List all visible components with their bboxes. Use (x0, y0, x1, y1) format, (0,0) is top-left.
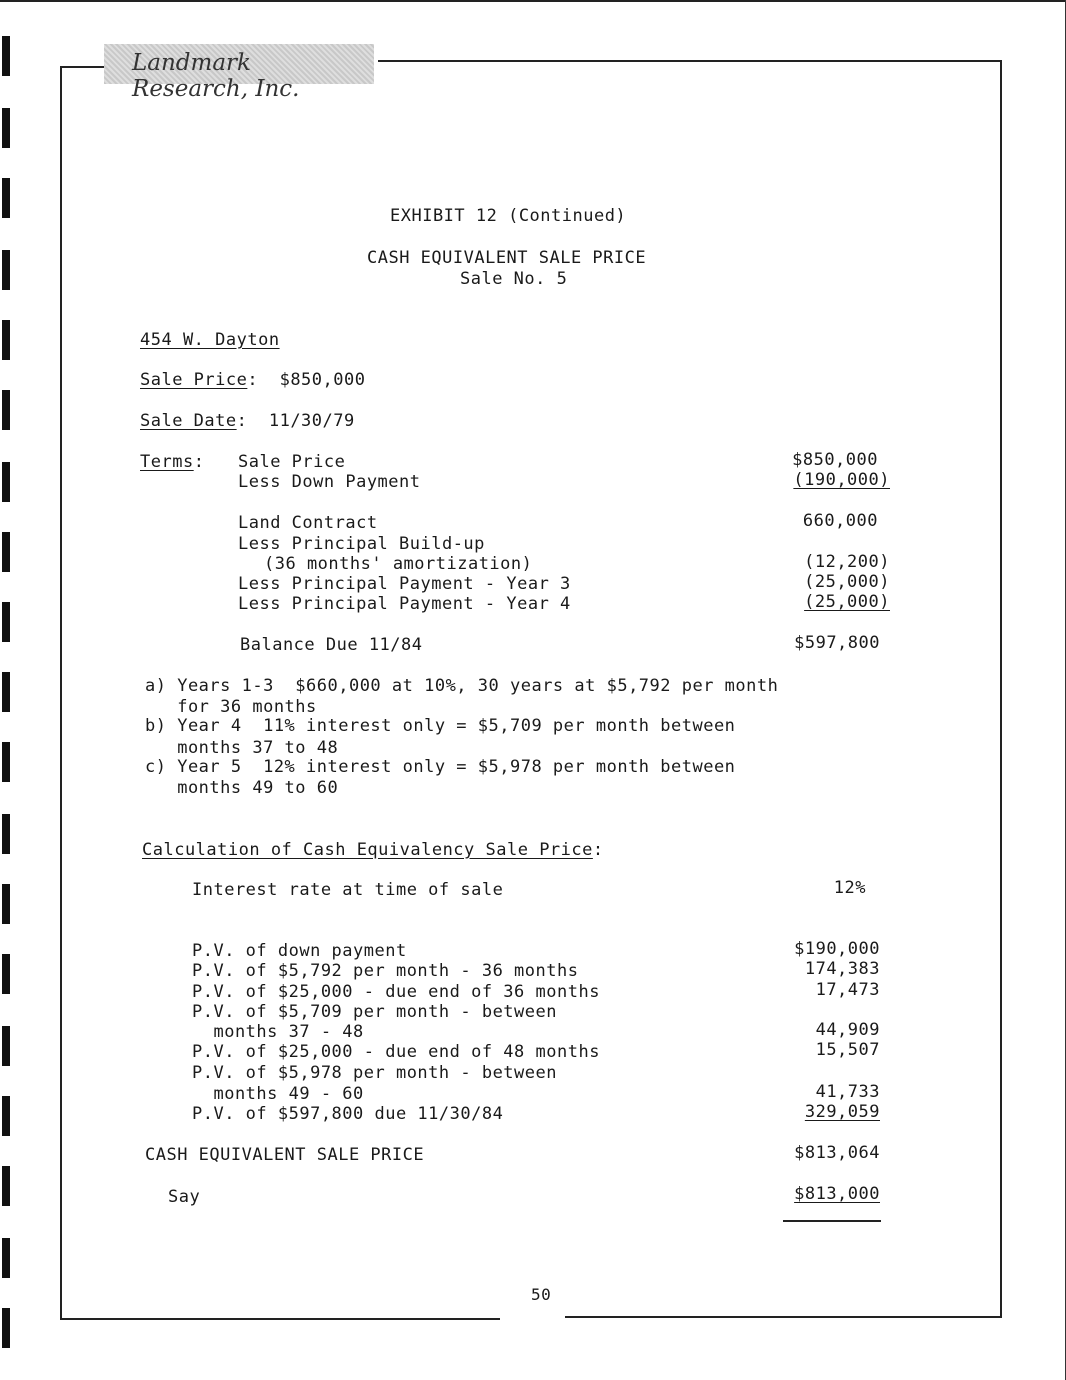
frame-border (565, 1316, 1002, 1318)
binding-hole (2, 954, 10, 994)
binding-hole (2, 742, 10, 782)
interest-rate-label: Interest rate at time of sale (192, 880, 504, 900)
frame-border (1000, 60, 1002, 1318)
frame-border (60, 1318, 500, 1320)
property-address: 454 W. Dayton (140, 330, 280, 350)
binding-hole (2, 1308, 10, 1348)
terms-buildup-value: (12,200) (804, 552, 890, 572)
binding-hole (2, 462, 10, 502)
sale-price-line: Sale Price: $850,000 (140, 370, 366, 390)
binding-hole (2, 36, 10, 76)
letterhead-logo (104, 44, 374, 102)
terms-buildup-label: Less Principal Build-up (238, 534, 485, 554)
terms-down-label: Less Down Payment (238, 472, 421, 492)
terms-balance-value: $597,800 (794, 633, 880, 653)
binding-hole (2, 1238, 10, 1278)
terms-land-label: Land Contract (238, 513, 378, 533)
terms-sale-price-value: $850,000 (792, 450, 878, 470)
pv-597800-value: 329,059 (804, 1102, 880, 1122)
binding-hole (2, 1166, 10, 1206)
binding-hole (2, 1026, 10, 1066)
cash-equivalent-total-label: CASH EQUIVALENT SALE PRICE (145, 1145, 425, 1165)
pv-597800-label: P.V. of $597,800 due 11/30/84 (192, 1104, 504, 1124)
pv-down-value: $190,000 (794, 939, 880, 959)
calc-heading: Calculation of Cash Equivalency Sale Price: (142, 840, 604, 860)
terms-heading: Terms: (140, 452, 205, 472)
pv-25000-48-value: 15,507 (815, 1040, 880, 1060)
pv-5709-sub: months 37 - 48 (192, 1022, 364, 1042)
pv-5709-label: P.V. of $5,709 per month - between (192, 1002, 557, 1022)
pv-5978-value: 41,733 (815, 1082, 880, 1102)
terms-year4-value: (25,000) (804, 592, 890, 612)
binding-hole (2, 672, 10, 712)
interest-rate-value: 12% (833, 878, 866, 898)
binding-hole (2, 390, 10, 430)
sale-price-value: $850,000 (279, 370, 366, 390)
binding-hole (2, 1096, 10, 1136)
binding-hole (2, 532, 10, 572)
pv-25000-48-label: P.V. of $25,000 - due end of 48 months (192, 1042, 600, 1062)
pv-25000-36-value: 17,473 (815, 980, 880, 1000)
sale-date-label: Sale Date (140, 411, 237, 431)
document-title: CASH EQUIVALENT SALE PRICE (367, 248, 647, 268)
pv-down-label: P.V. of down payment (192, 941, 407, 961)
sale-number: Sale No. 5 (460, 269, 568, 289)
note-c-line2: months 49 to 60 (145, 778, 339, 798)
terms-sale-price-label: Sale Price (238, 452, 346, 472)
pv-5978-label: P.V. of $5,978 per month - between (192, 1063, 557, 1083)
scan-top-edge (0, 0, 1066, 2)
note-b-line2: months 37 to 48 (145, 738, 339, 758)
frame-border (378, 60, 1002, 62)
double-underline (783, 1220, 881, 1222)
binding-hole (2, 814, 10, 854)
sale-price-label: Sale Price (140, 370, 248, 390)
frame-border (60, 66, 105, 68)
pv-5978-sub: months 49 - 60 (192, 1084, 364, 1104)
note-a-line2: for 36 months (145, 697, 317, 717)
sale-date-value: 11/30/79 (268, 411, 355, 431)
terms-down-value: (190,000) (793, 470, 890, 490)
terms-year4-label: Less Principal Payment - Year 4 (238, 594, 571, 614)
terms-balance-label: Balance Due 11/84 (240, 635, 423, 655)
binding-hole (2, 108, 10, 148)
binding-hole (2, 884, 10, 924)
frame-border (60, 66, 62, 1319)
binding-hole (2, 250, 10, 290)
say-label: Say (168, 1187, 201, 1207)
letterhead-text: Landmark Research, Inc. (132, 50, 300, 102)
say-value: $813,000 (794, 1184, 880, 1204)
terms-buildup-sub: (36 months' amortization) (264, 554, 533, 574)
note-b-line1: b) Year 4 11% interest only = $5,709 per month between (145, 716, 736, 736)
terms-year3-value: (25,000) (804, 572, 890, 592)
binding-hole (2, 320, 10, 360)
cash-equivalent-total-value: $813,064 (794, 1143, 880, 1163)
pv-5709-value: 44,909 (815, 1020, 880, 1040)
pv-5792-value: 174,383 (804, 959, 880, 979)
pv-25000-36-label: P.V. of $25,000 - due end of 36 months (192, 982, 600, 1002)
note-a-line1: a) Years 1-3 $660,000 at 10%, 30 years at $5,792 per month (145, 676, 779, 696)
binding-hole (2, 178, 10, 218)
exhibit-title: EXHIBIT 12 (Continued) (390, 206, 627, 226)
binding-hole (2, 602, 10, 642)
terms-land-value: 660,000 (802, 511, 878, 531)
terms-year3-label: Less Principal Payment - Year 3 (238, 574, 571, 594)
note-c-line1: c) Year 5 12% interest only = $5,978 per month between (145, 757, 736, 777)
pv-5792-label: P.V. of $5,792 per month - 36 months (192, 961, 579, 981)
sale-date-line: Sale Date: 11/30/79 (140, 411, 355, 431)
page-number: 50 (531, 1285, 552, 1304)
